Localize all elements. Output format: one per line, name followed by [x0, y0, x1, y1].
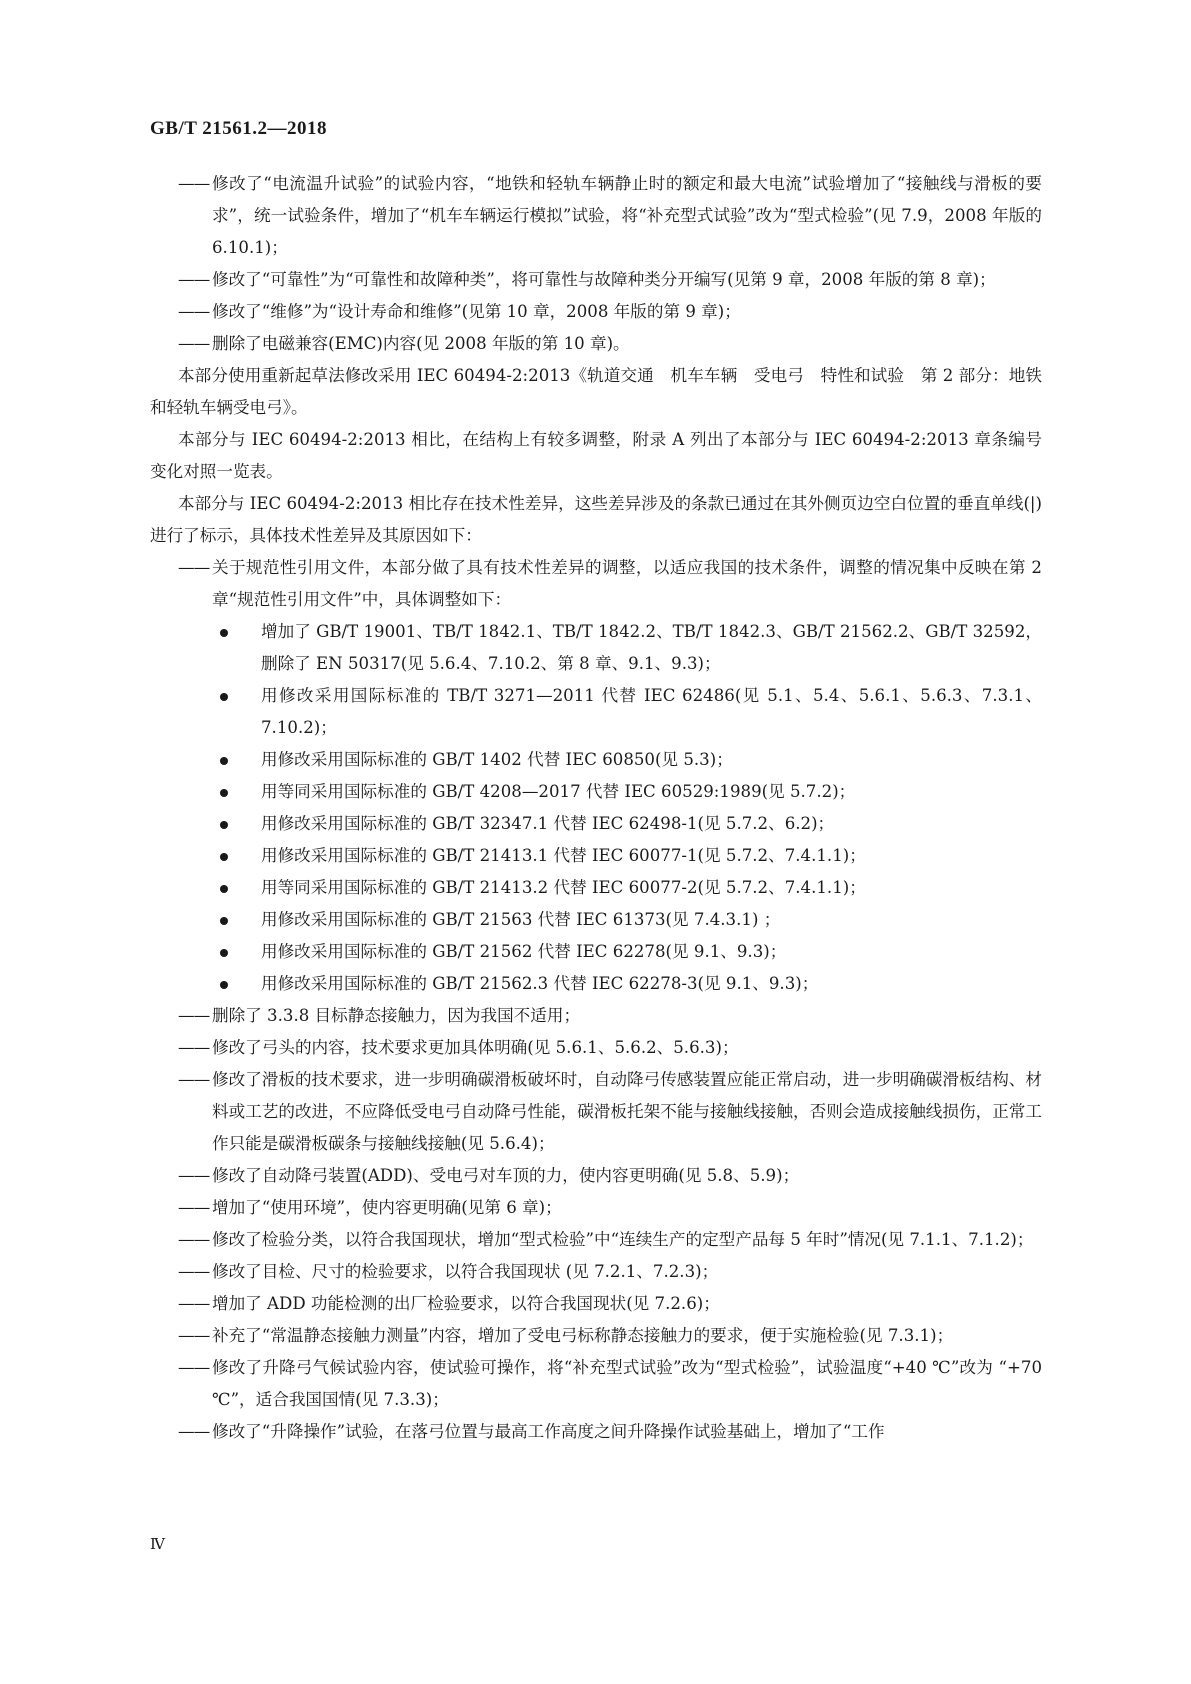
bullet-item-text: 用修改采用国际标准的 GB/T 21563 代替 IEC 61373(见 7.4.3.1) ； [261, 910, 781, 929]
paragraph: 本部分与 IEC 60494-2:2013 相比存在技术性差异，这些差异涉及的条款已通过在其外侧页边空白位置的垂直单线(|)进行了标示，具体技术性差异及其原因如下： [150, 494, 1042, 545]
bullet-dot-icon [220, 917, 228, 925]
document-body [150, 168, 1042, 1448]
dash-marker: —— [178, 1166, 210, 1185]
dash-list-item [150, 1224, 1042, 1256]
dash-item-text: 修改了“电流温升试验”的试验内容，“地铁和轻轨车辆静止时的额定和最大电流”试验增加了“接触线与滑板的要求”，统一试验条件，增加了“机车车辆运行模拟”试验，将“补充型式试验”改为“型式检验”(见 7.9，2008 年版的 6.10.1)； [212, 174, 1042, 257]
dash-item-text: 补充了“常温静态接触力测量”内容，增加了受电弓标称静态接触力的要求，便于实施检验(见 7.3.1)； [212, 1326, 954, 1345]
dash-item-text: 关于规范性引用文件，本部分做了具有技术性差异的调整，以适应我国的技术条件，调整的情况集中反映在第 2 章“规范性引用文件”中，具体调整如下： [212, 558, 1042, 609]
dash-item-text: 修改了“维修”为“设计寿命和维修”(见第 10 章，2008 年版的第 9 章)； [212, 302, 741, 321]
dash-list-item [150, 1192, 1042, 1224]
page-number: Ⅳ [150, 1535, 165, 1553]
bullet-list-item [150, 968, 1042, 1000]
bullet-item-text: 用修改采用国际标准的 TB/T 3271—2011 代替 IEC 62486(见 5.1、5.4、5.6.1、5.6.3、7.3.1、7.10.2)； [261, 686, 1042, 737]
bullet-item-text: 用修改采用国际标准的 GB/T 21562.3 代替 IEC 62278-3(见 9.1、9.3)； [261, 974, 819, 993]
dash-marker: —— [178, 270, 210, 289]
dash-item-text: 修改了弓头的内容，技术要求更加具体明确(见 5.6.1、5.6.2、5.6.3)； [212, 1038, 739, 1057]
dash-list-item [150, 168, 1042, 264]
dash-list-item [150, 1352, 1042, 1416]
dash-list-item [150, 1032, 1042, 1064]
dash-list-item [150, 1064, 1042, 1160]
bullet-dot-icon [220, 789, 228, 797]
standard-code-header: GB/T 21561.2—2018 [150, 118, 328, 139]
dash-marker: —— [178, 1262, 210, 1281]
dash-list-item [150, 296, 1042, 328]
dash-list-item [150, 1160, 1042, 1192]
dash-item-text: 增加了“使用环境”，使内容更明确(见第 6 章)； [212, 1198, 562, 1217]
dash-marker: —— [178, 1358, 210, 1377]
dash-marker: —— [178, 1422, 210, 1441]
dash-marker: —— [178, 558, 210, 577]
dash-item-text: 删除了电磁兼容(EMC)内容(见 2008 年版的第 10 章)。 [212, 334, 630, 353]
bullet-list-item [150, 872, 1042, 904]
bullet-item-text: 用等同采用国际标准的 GB/T 4208—2017 代替 IEC 60529:1989(见 5.7.2)； [261, 782, 856, 801]
dash-marker: —— [178, 334, 210, 353]
bullet-dot-icon [220, 885, 228, 893]
bullet-dot-icon [220, 821, 228, 829]
dash-marker: —— [178, 1070, 210, 1089]
bullet-list-item [150, 840, 1042, 872]
dash-item-text: 修改了目检、尺寸的检验要求，以符合我国现状 (见 7.2.1、7.2.3)； [212, 1262, 719, 1281]
bullet-dot-icon [220, 853, 228, 861]
dash-item-text: 增加了 ADD 功能检测的出厂检验要求，以符合我国现状(见 7.2.6)； [212, 1294, 720, 1313]
bullet-list-item [150, 936, 1042, 968]
dash-list-item [150, 1000, 1042, 1032]
dash-marker: —— [178, 1326, 210, 1345]
dash-marker: —— [178, 174, 210, 193]
bullet-list-item [150, 744, 1042, 776]
bullet-list-item [150, 616, 1042, 680]
dash-marker: —— [178, 1038, 210, 1057]
bullet-item-text: 用修改采用国际标准的 GB/T 21562 代替 IEC 62278(见 9.1、9.3)； [261, 942, 787, 961]
bullet-item-text: 用修改采用国际标准的 GB/T 1402 代替 IEC 60850(见 5.3)； [261, 750, 733, 769]
bullet-list-item [150, 808, 1042, 840]
bullet-dot-icon [220, 757, 228, 765]
dash-marker: —— [178, 1198, 210, 1217]
dash-marker: —— [178, 1230, 210, 1249]
bullet-list [150, 616, 1042, 1000]
dash-list-item [150, 264, 1042, 296]
dash-item-text: 修改了检验分类，以符合我国现状，增加“型式检验”中“连续生产的定型产品每 5 年时”情况(见 7.1.1、7.1.2)； [212, 1230, 1034, 1249]
dash-list-item [150, 552, 1042, 616]
bullet-dot-icon [220, 981, 228, 989]
dash-item-text: 修改了升降弓气候试验内容，使试验可操作，将“补充型式试验”改为“型式检验”，试验温度“+40 ℃”改为 “+70 ℃”，适合我国国情(见 7.3.3)； [212, 1358, 1042, 1409]
bullet-dot-icon [220, 949, 228, 957]
bullet-list-item [150, 776, 1042, 808]
dash-item-text: 修改了“可靠性”为“可靠性和故障种类”，将可靠性与故障种类分开编写(见第 9 章，2008 年版的第 8 章)； [212, 270, 996, 289]
bullet-item-text: 用修改采用国际标准的 GB/T 21413.1 代替 IEC 60077-1(见 5.7.2、7.4.1.1)； [261, 846, 866, 865]
paragraph: 本部分使用重新起草法修改采用 IEC 60494-2:2013《轨道交通 机车车辆 受电弓 特性和试验 第 2 部分：地铁和轻轨车辆受电弓》。 [150, 366, 1042, 417]
bullet-item-text: 用修改采用国际标准的 GB/T 32347.1 代替 IEC 62498-1(见 5.7.2、6.2)； [261, 814, 835, 833]
dash-list-item [150, 328, 1042, 360]
dash-marker: —— [178, 1294, 210, 1313]
dash-marker: —— [178, 302, 210, 321]
dash-item-text: 删除了 3.3.8 目标静态接触力，因为我国不适用； [212, 1006, 581, 1025]
dash-list-item [150, 1288, 1042, 1320]
bullet-list-item [150, 680, 1042, 744]
dash-item-text: 修改了滑板的技术要求，进一步明确碳滑板破坏时，自动降弓传感装置应能正常启动，进一步明确碳滑板结构、材料或工艺的改进，不应降低受电弓自动降弓性能，碳滑板托架不能与接触线接触，否则会造成接触线损伤，正常工作只能是碳滑板碳条与接触线接触(见 5.6.4)； [212, 1070, 1042, 1153]
bullet-item-text: 增加了 GB/T 19001、TB/T 1842.1、TB/T 1842.2、TB/T 1842.3、GB/T 21562.2、GB/T 32592，删除了 EN 50317(见 5.6.4、7.10.2、第 8 章、9.1、9.3)； [261, 622, 1042, 673]
dash-item-text: 修改了“升降操作”试验，在落弓位置与最高工作高度之间升降操作试验基础上，增加了“工作 [212, 1422, 885, 1441]
bullet-dot-icon [220, 693, 228, 701]
bullet-item-text: 用等同采用国际标准的 GB/T 21413.2 代替 IEC 60077-2(见 5.7.2、7.4.1.1)； [261, 878, 866, 897]
paragraph: 本部分与 IEC 60494-2:2013 相比，在结构上有较多调整，附录 A 列出了本部分与 IEC 60494-2:2013 章条编号变化对照一览表。 [150, 430, 1042, 481]
dash-list-item [150, 1320, 1042, 1352]
bullet-list-item [150, 904, 1042, 936]
dash-item-text: 修改了自动降弓装置(ADD)、受电弓对车顶的力，使内容更明确(见 5.8、5.9)； [212, 1166, 800, 1185]
dash-list-item [150, 1256, 1042, 1288]
dash-list-item [150, 1416, 1042, 1448]
dash-marker: —— [178, 1006, 210, 1025]
bullet-dot-icon [220, 629, 228, 637]
